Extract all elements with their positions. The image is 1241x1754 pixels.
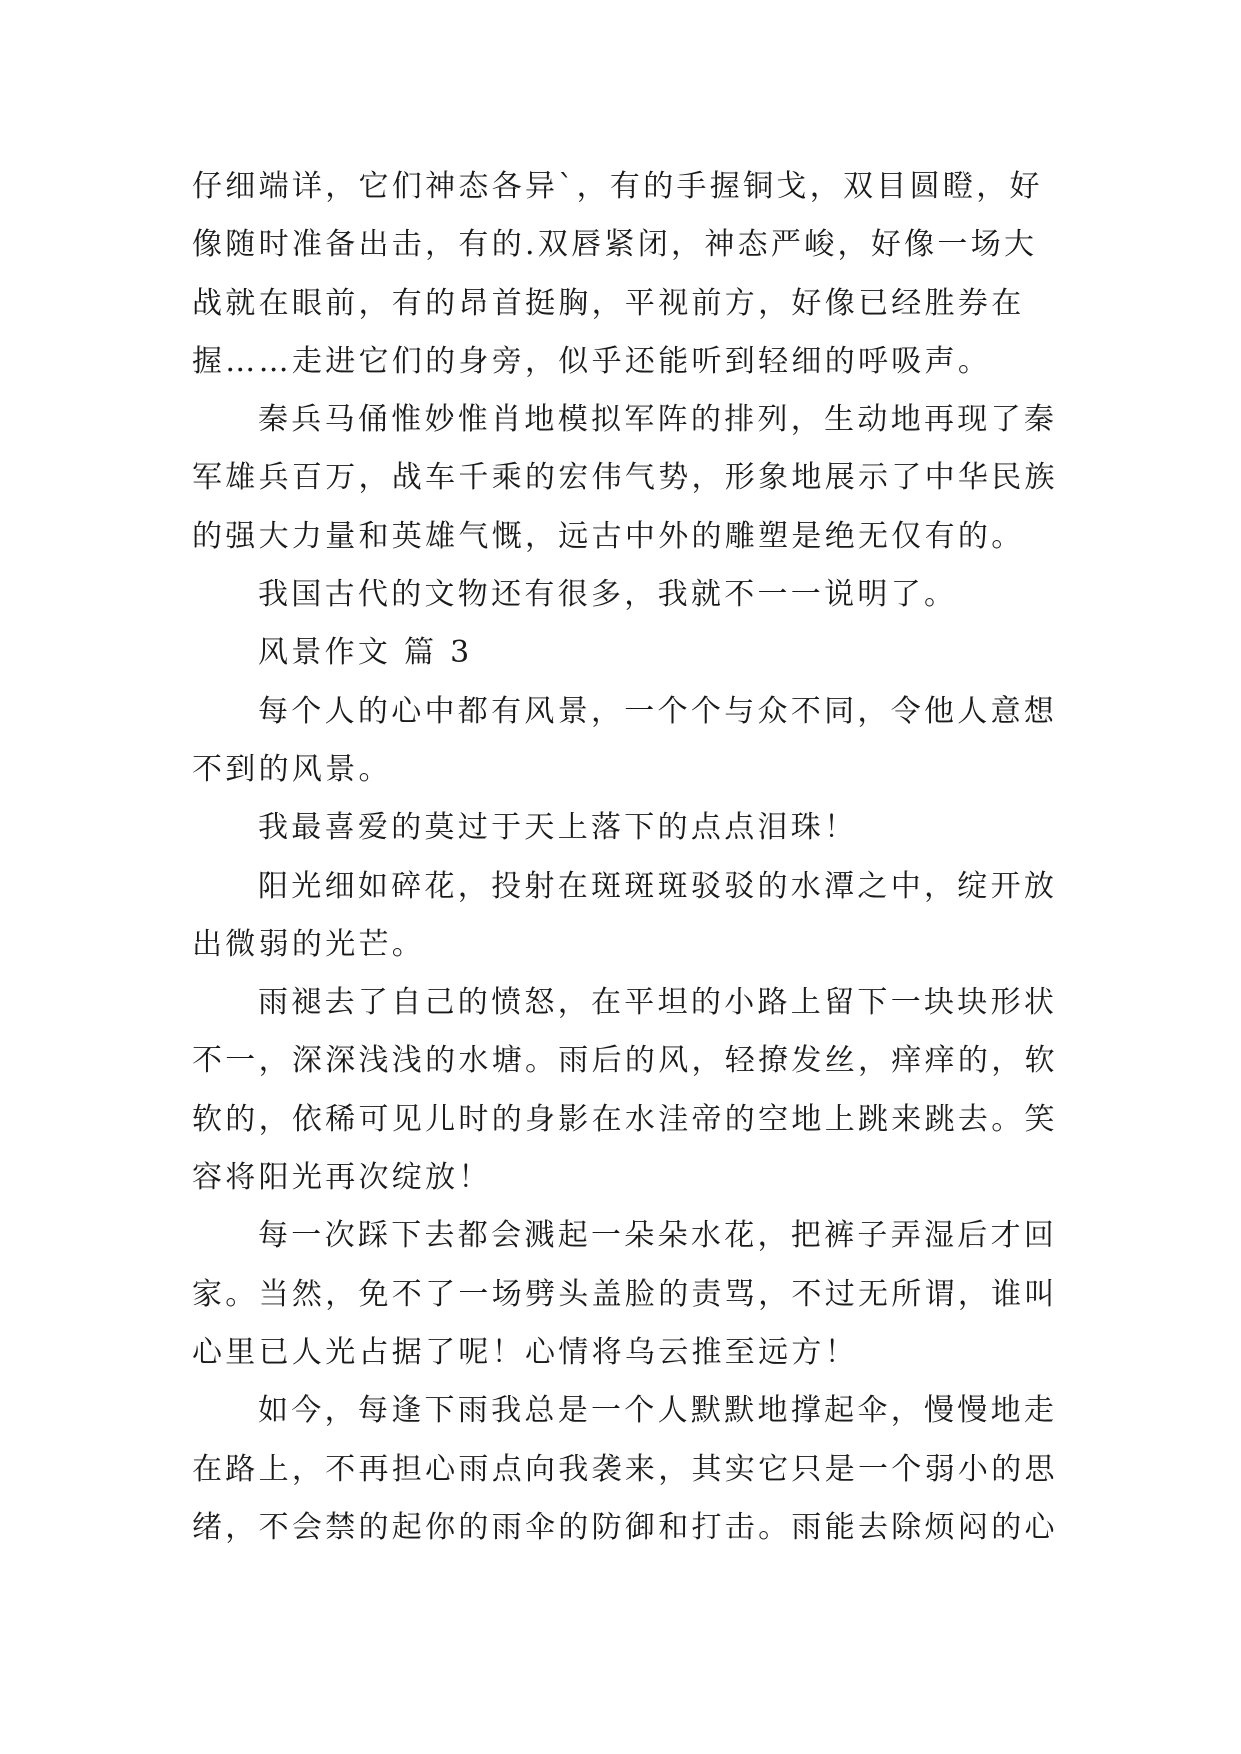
text-line: 不到的风景。 [192, 751, 392, 787]
text-line: 秦兵马俑惟妙惟肖地模拟军阵的排列，生动地再现了秦 [258, 402, 1058, 438]
text-line: 仔细端详，它们神态各异`，有的手握铜戈，双目圆瞪，好 [192, 169, 1043, 204]
text-line: 战就在眼前，有的昂首挺胸，平视前方，好像已经胜券在 [192, 285, 1025, 321]
text-line: 如今，每逢下雨我总是一个人默默地撑起伞，慢慢地走 [258, 1393, 1058, 1429]
text-line: 的强大力量和英雄气慨，远古中外的雕塑是绝无仅有的。 [192, 518, 1025, 554]
text-line: 每一次踩下去都会溅起一朵朵水花，把裤子弄湿后才回 [258, 1218, 1058, 1254]
text-line: 不一，深深浅浅的水塘。雨后的风，轻撩发丝，痒痒的，软 [192, 1043, 1058, 1079]
text-line: 在路上，不再担心雨点向我袭来，其实它只是一个弱小的思 [192, 1451, 1058, 1487]
text-line: 军雄兵百万，战车千乘的宏伟气势，形象地展示了中华民族 [192, 460, 1058, 496]
text-line: 阳光细如碎花，投射在斑斑斑驳驳的水潭之中，绽开放 [258, 868, 1058, 904]
text-line: 像随时准备出击，有的.双唇紧闭，神态严峻，好像一场大 [192, 227, 1038, 263]
text-line: 每个人的心中都有风景，一个个与众不同，令他人意想 [258, 693, 1058, 729]
text-line: 我最喜爱的莫过于天上落下的点点泪珠！ [258, 810, 858, 846]
text-line: 心里已人光占据了呢！心情将乌云推至远方！ [192, 1334, 858, 1370]
text-line: 我国古代的文物还有很多，我就不一一说明了。 [258, 577, 958, 613]
text-line: 绪，不会禁的起你的雨伞的防御和打击。雨能去除烦闷的心 [192, 1509, 1058, 1545]
text-line: 容将阳光再次绽放！ [192, 1160, 492, 1196]
document-page [192, 158, 1058, 1557]
text-line: 出微弱的光芒。 [192, 926, 426, 962]
section-heading: 风景作文 篇 3 [258, 635, 473, 671]
text-line: 握……走进它们的身旁，似乎还能听到轻细的呼吸声。 [192, 343, 992, 379]
text-line: 软的，依稀可见儿时的身影在水洼帝的空地上跳来跳去。笑 [192, 1101, 1058, 1137]
text-line: 雨褪去了自己的愤怒，在平坦的小路上留下一块块形状 [258, 985, 1058, 1021]
text-line: 家。当然，免不了一场劈头盖脸的责骂，不过无所谓，谁叫 [192, 1276, 1058, 1312]
